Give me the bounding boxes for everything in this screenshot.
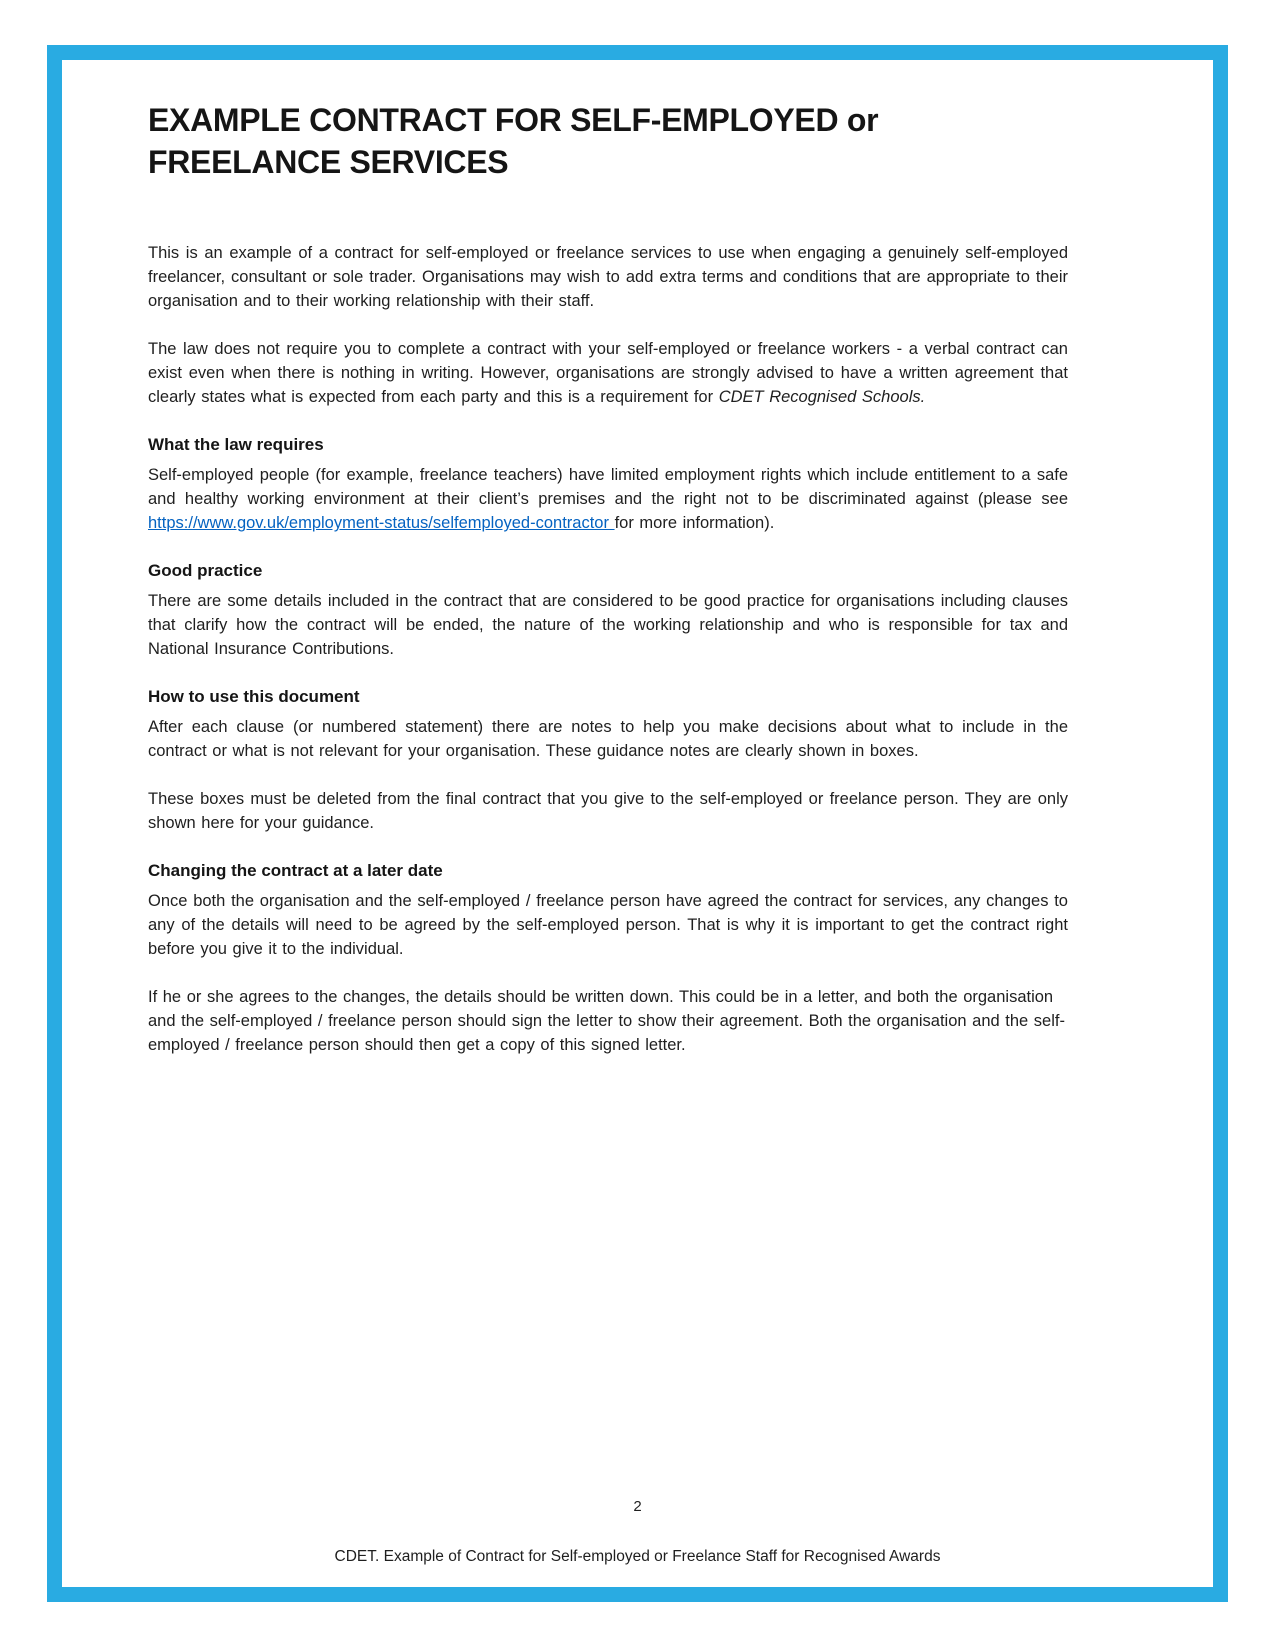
page-number: 2 — [633, 1498, 642, 1515]
intro-paragraph-1 — [148, 241, 1068, 313]
changing-paragraph-2 — [148, 985, 1068, 1057]
section-heading-changing-the-contract: Changing the contract at a later date — [148, 861, 443, 881]
document-body — [148, 100, 1068, 1081]
how-to-use-paragraph-1 — [148, 715, 1068, 763]
cdet-recognised-schools-italic: CDET Recognised Schools. — [718, 388, 926, 407]
section-heading-what-the-law-requires: What the law requires — [148, 435, 324, 455]
section-heading-how-to-use-this-document: How to use this document — [148, 687, 360, 707]
good-practice-paragraph-text: There are some details included in the contract that are considered to be good practice for organisations including clauses that clarify how the contract will be ended, the nature of the working relationship and who is responsible for tax and National Insurance Contributions. — [148, 592, 1068, 659]
law-paragraph-text-after-link: for more information). — [614, 514, 775, 533]
how-to-use-paragraph-2 — [148, 787, 1068, 835]
good-practice-paragraph — [148, 589, 1068, 661]
intro-paragraph-1-text: This is an example of a contract for self-employed or freelance services to use when engaging a genuinely self-employed freelancer, consultant or sole trader. Organisations may wish to add extra terms and conditions that are appropriate to their organisation and to their working relationship with their staff. — [148, 244, 1068, 311]
gov-uk-employment-status-link[interactable]: https://www.gov.uk/employment-status/selfemployed-contractor — [148, 514, 615, 533]
changing-paragraph-2-text: If he or she agrees to the changes, the details should be written down. This could be in a letter, and both the organisation and the self-employed / freelance person should sign the letter to show their agreement. Both the organisation and the self-employed / freelance person should then get a copy of this signed letter. — [148, 988, 1065, 1055]
intro-paragraph-2 — [148, 337, 1068, 409]
how-to-use-paragraph-2-text: These boxes must be deleted from the final contract that you give to the self-employed or freelance person. They are only shown here for your guidance. — [148, 790, 1068, 833]
law-paragraph-text-before-link: Self-employed people (for example, freelance teachers) have limited employment rights which include entitlement to a safe and healthy working environment at their client’s premises and the right not to be discriminated against (please see — [148, 466, 1068, 509]
section-heading-good-practice: Good practice — [148, 561, 263, 581]
footer-text: CDET. Example of Contract for Self-employed or Freelance Staff for Recognised Awards — [334, 1548, 941, 1565]
how-to-use-paragraph-1-text: After each clause (or numbered statement) there are notes to help you make decisions about what to include in the contract or what is not relevant for your organisation. These guidance notes are clearly shown in boxes. — [148, 718, 1068, 761]
document-title: EXAMPLE CONTRACT FOR SELF-EMPLOYED or FREELANCE SERVICES — [148, 102, 879, 180]
law-paragraph — [148, 463, 1068, 535]
changing-paragraph-1 — [148, 889, 1068, 961]
intro-paragraph-2-text: The law does not require you to complete a contract with your self-employed or freelance workers - a verbal contract can exist even when there is nothing in writing. However, organisations are strongly advised to have a written agreement that clearly states what is expected from each party and this is a requirement for — [148, 340, 1068, 407]
changing-paragraph-1-text: Once both the organisation and the self-employed / freelance person have agreed the contract for services, any changes to any of the details will need to be agreed by the self-employed person. That is why it is important to get the contract right before you give it to the individual. — [148, 892, 1068, 959]
